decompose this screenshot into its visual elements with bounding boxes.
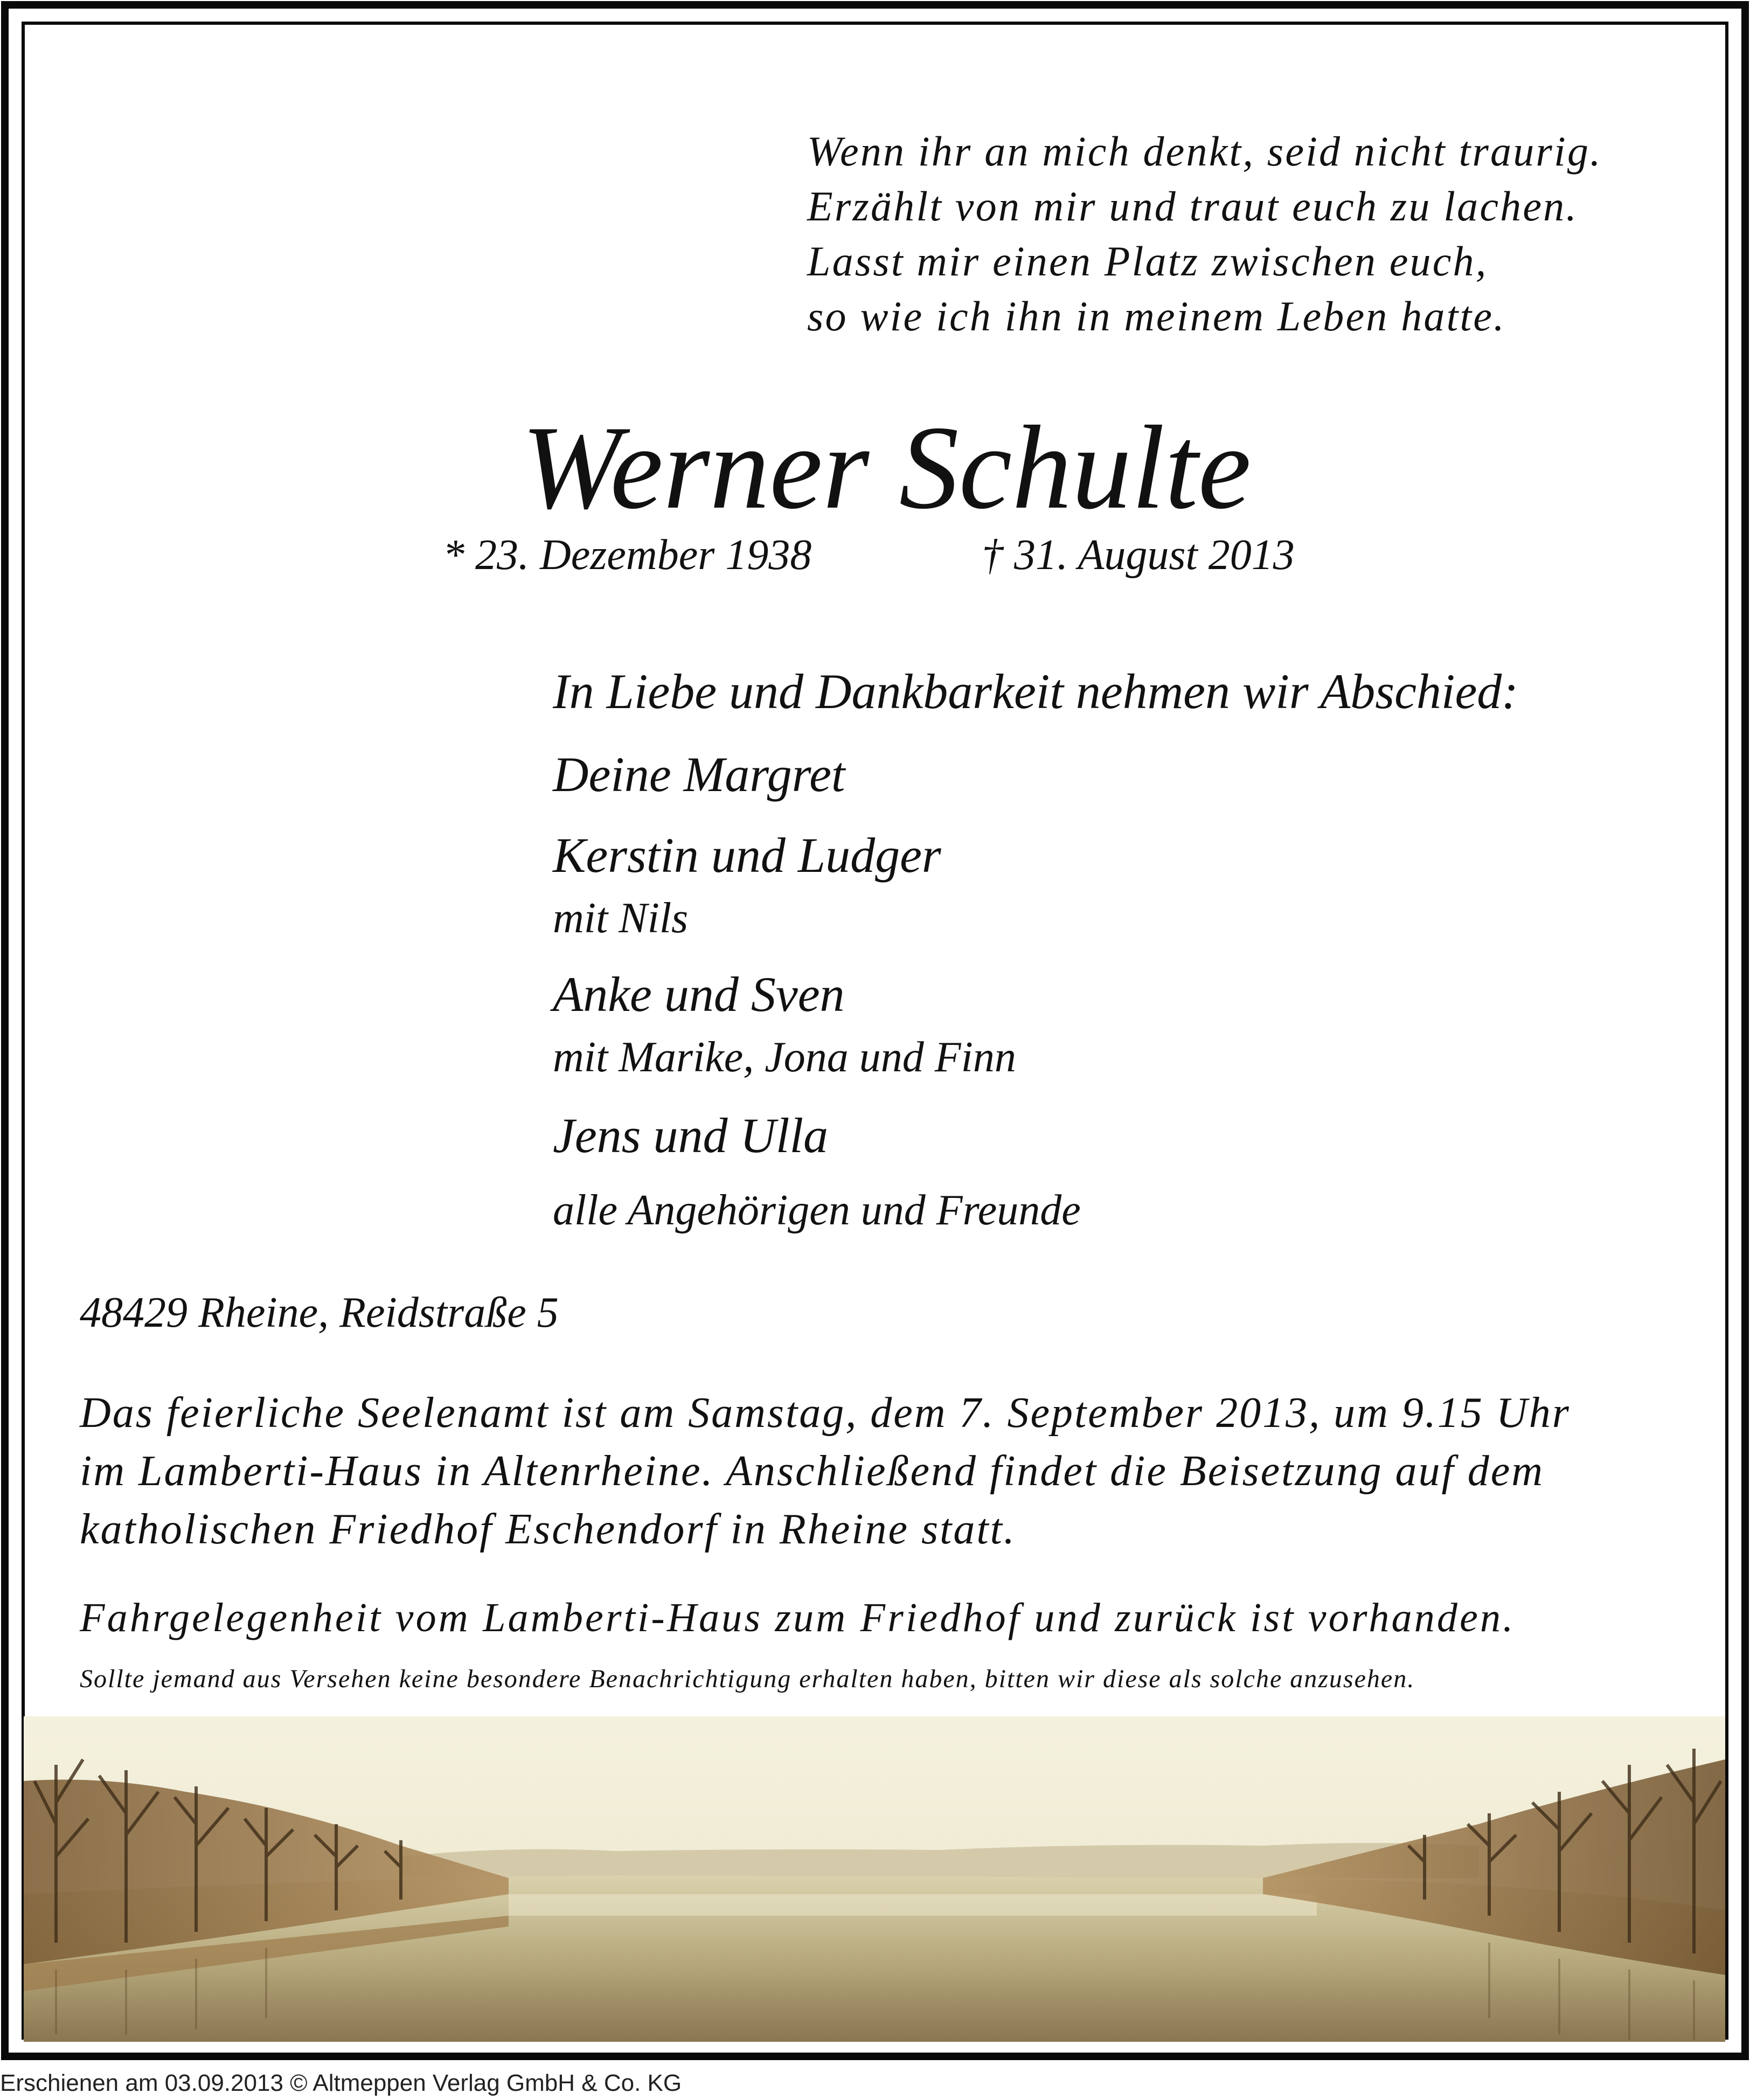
mourner-family: Kerstin und Ludger bbox=[553, 828, 941, 883]
mourner-family: Anke und Sven bbox=[553, 967, 845, 1022]
service-line: katholischen Friedhof Eschendorf in Rheine statt. bbox=[80, 1506, 1016, 1553]
poem-line: Wenn ihr an mich denkt, seid nicht traurig. bbox=[807, 128, 1602, 175]
service-line: Das feierliche Seelenamt ist am Samstag, dem 7. September 2013, um 9.15 Uhr bbox=[80, 1389, 1571, 1437]
publication-footer: Erschienen am 03.09.2013 © Altmeppen Verlag GmbH & Co. KG bbox=[0, 2070, 682, 2096]
service-line: im Lamberti-Haus in Altenrheine. Anschließend findet die Beisetzung auf dem bbox=[80, 1447, 1545, 1495]
mourner-children: mit Nils bbox=[553, 895, 689, 942]
birth-date: * 23. Dezember 1938 bbox=[443, 531, 812, 579]
mourner-children: mit Marike, Jona und Finn bbox=[553, 1034, 1016, 1081]
poem-line: Erzählt von mir und traut euch zu lachen. bbox=[807, 183, 1579, 230]
service-info bbox=[80, 1384, 1571, 1558]
family-address: 48429 Rheine, Reidstraße 5 bbox=[80, 1289, 559, 1336]
mourning-intro: In Liebe und Dankbarkeit nehmen wir Abschied: bbox=[553, 664, 1518, 719]
mourner-others: alle Angehörigen und Freunde bbox=[553, 1187, 1081, 1234]
transport-info: Fahrgelegenheit vom Lamberti-Haus zum Friedhof und zurück ist vorhanden. bbox=[80, 1595, 1516, 1640]
lake-landscape-illustration bbox=[24, 1716, 1725, 2042]
mourner-family: Jens und Ulla bbox=[553, 1108, 829, 1163]
deceased-name: Werner Schulte bbox=[521, 401, 1252, 534]
poem bbox=[807, 124, 1602, 344]
notification-note: Sollte jemand aus Versehen keine besondere Benachrichtigung erhalten haben, bitten wir diese als solche anzusehen. bbox=[80, 1665, 1415, 1693]
mourner-spouse: Deine Margret bbox=[553, 747, 845, 802]
landscape-image bbox=[24, 1716, 1725, 2042]
death-date: † 31. August 2013 bbox=[982, 531, 1295, 579]
poem-line: Lasst mir einen Platz zwischen euch, bbox=[807, 238, 1488, 285]
poem-line: so wie ich ihn in meinem Leben hatte. bbox=[807, 293, 1506, 339]
